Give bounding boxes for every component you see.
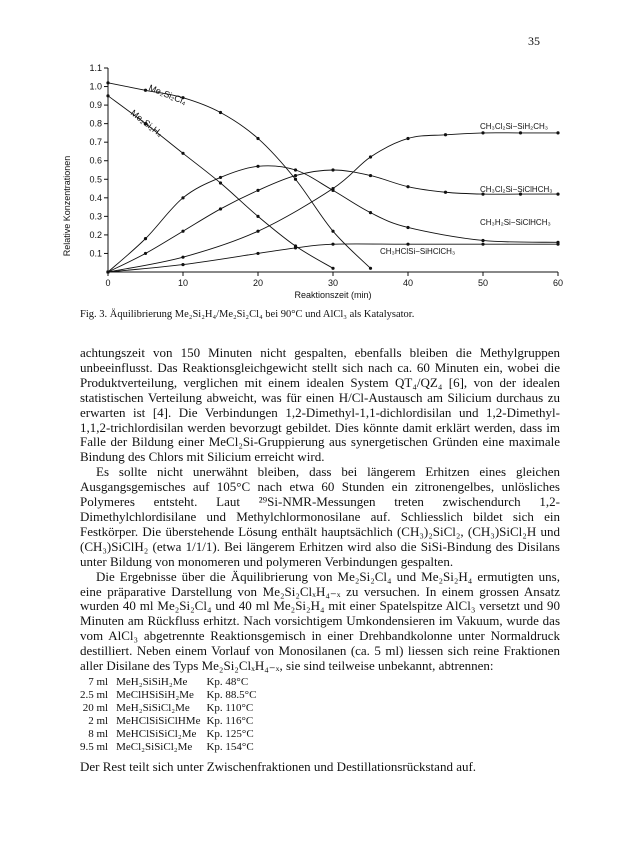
concentration-chart	[60, 58, 564, 306]
data-point	[406, 185, 409, 188]
x-tick-label: 60	[552, 278, 564, 288]
fraction-compound: MeH₂SiSiCl₂Me	[116, 701, 190, 714]
table-row	[80, 689, 262, 702]
fraction-bp: Kp. 125°C	[206, 727, 254, 740]
data-point	[444, 133, 447, 136]
data-point	[556, 131, 559, 134]
fraction-volume: 20 ml	[82, 701, 109, 714]
data-point	[294, 168, 297, 171]
y-tick-label: 0.6	[89, 155, 102, 166]
x-tick-label: 10	[177, 278, 189, 288]
table-row	[80, 728, 262, 741]
y-tick-label: 0.8	[89, 118, 102, 129]
data-point	[369, 211, 372, 214]
curve-label-ch3h2si-siclhch3: CH₃H₂Si−SiClHCH₃	[480, 218, 551, 227]
x-tick-label: 20	[252, 278, 264, 288]
fraction-bp: Kp. 48°C	[206, 675, 249, 688]
data-point	[331, 168, 334, 171]
fraction-compound: MeHClSiSiCl₂Me	[116, 727, 197, 740]
data-point	[294, 178, 297, 181]
x-tick-label: 50	[477, 278, 489, 288]
curve-label-ch3hclsi-sihclch3: CH₃HClSi−SiHClCH₃	[380, 247, 456, 256]
fraction-compound: MeH₂SiSiH₂Me	[116, 675, 188, 688]
fractions-table	[80, 676, 262, 754]
fraction-bp: Kp. 154°C	[206, 740, 254, 753]
data-point	[406, 226, 409, 229]
paragraph: Der Rest teilt sich unter Zwischenfraktionen und Destillationsrückstand auf.	[80, 758, 477, 774]
data-point	[369, 174, 372, 177]
data-point	[219, 111, 222, 114]
fraction-bp: Kp. 116°C	[206, 714, 254, 727]
y-tick-label: 0.2	[89, 229, 102, 240]
data-point	[331, 189, 334, 192]
y-tick-label: 0.5	[89, 174, 102, 185]
data-point	[481, 131, 484, 134]
data-point	[481, 239, 484, 242]
data-point	[444, 191, 447, 194]
fraction-volume: 7 ml	[88, 675, 109, 688]
data-point	[144, 252, 147, 255]
table-row	[80, 676, 262, 689]
chart-points	[106, 81, 559, 273]
x-axis-label: Reaktionszeit (min)	[294, 290, 372, 300]
x-tick-label: 0	[105, 278, 111, 288]
data-point	[181, 263, 184, 266]
fraction-volume: 2 ml	[88, 714, 109, 727]
data-point	[181, 152, 184, 155]
y-tick-label: 0.3	[89, 211, 102, 222]
curve-label-ch3cl2si-siclhch3: CH₃Cl₂Si−SiClHCH₃	[480, 185, 553, 194]
figure-caption: Fig. 3. Äquilibrierung Me₂Si₂H₄/Me₂Si₂Cl₄ bei 90°C und AlCl₃ als Katalysator.	[80, 309, 415, 320]
table-row	[80, 741, 262, 754]
data-point	[256, 189, 259, 192]
data-point	[256, 137, 259, 140]
y-tick-label: 0.4	[89, 192, 102, 203]
curve-label-me2si2h4: Me₂Si₂H₄	[128, 107, 165, 139]
fraction-volume: 9.5 ml	[80, 740, 109, 753]
data-point	[144, 237, 147, 240]
series-line	[108, 83, 371, 268]
series-line	[108, 133, 558, 272]
data-point	[556, 243, 559, 246]
data-point	[106, 94, 109, 97]
fraction-bp: Kp. 88.5°C	[206, 688, 257, 701]
data-point	[219, 181, 222, 184]
data-point	[294, 246, 297, 249]
y-tick-label: 0.7	[89, 137, 102, 148]
y-tick-label: 0.9	[89, 100, 102, 111]
data-point	[294, 174, 297, 177]
data-point	[256, 230, 259, 233]
fraction-volume: 2.5 ml	[80, 688, 109, 701]
fraction-compound: MeCl₂SiSiCl₂Me	[116, 740, 193, 753]
data-point	[556, 193, 559, 196]
x-tick-label: 30	[327, 278, 339, 288]
curve-label-me2si2cl4: Me₂Si₂Cl₄	[147, 82, 188, 107]
data-point	[519, 131, 522, 134]
body-text	[80, 346, 560, 775]
y-tick-label: 0.1	[89, 248, 102, 259]
data-point	[106, 81, 109, 84]
data-point	[481, 243, 484, 246]
fraction-compound: MeHClSiSiClHMe	[116, 714, 201, 727]
x-tick-label: 40	[402, 278, 414, 288]
data-point	[256, 165, 259, 168]
data-point	[406, 243, 409, 246]
paragraph: achtungszeit von 150 Minuten nicht gespalten, ebenfalls bleiben die Methylgruppen unbeeinflusst. Das Reaktionsgleichgewicht stellt sich nach ca. 60 Minuten ein, wobei die Produktverteilung, verglichen mit einem idealen System QT₄/QZ₄ [6], von der idealen statistischen Verteilung abweicht, was für einen H/Cl-Austausch am Silicium durchaus zu erwarten ist [4]. Die Verbindungen 1,2-Dimethyl-1,1-dichlordisilan und 1,2-Dimethyl-1,1,2-trichlordisilan werden bevorzugt gebildet. Dies könnte damit erklärt werden, dass im Falle der Bildung einer MeCl₂Si-Gruppierung aus synergetischen Gründen eine maximale Bindung des Chlors mit Silicium erreicht wird.	[80, 345, 560, 465]
data-point	[331, 230, 334, 233]
page-number: 35	[528, 34, 540, 48]
data-point	[406, 137, 409, 140]
y-tick-label: 1.1	[89, 63, 102, 73]
data-point	[256, 215, 259, 218]
data-point	[369, 267, 372, 270]
data-point	[256, 252, 259, 255]
paragraph: Es sollte nicht unerwähnt bleiben, dass bei längerem Erhitzen eines gleichen Ausgangsgemisches auf 105°C nach etwa 60 Stunden ein zitronengelbes, unlösliches Polymeres entsteht. Laut ²⁹Si-NMR-Messungen treten zwischendurch 1,2-Dimethylchlordisilane und Methylchlormonosilane auf. Schliesslich bildet sich ein Festkörper. Die überstehende Lösung enthält hauptsächlich (CH₃)₂SiCl₂, (CH₃)SiCl₂H und (CH₃)SiClH₂ (etwa 1/1/1). Bei längerem Erhitzen wird also die SiSi-Bindung des Disilans unter Bildung von monomeren und polymeren Verbindungen gespalten.	[80, 464, 560, 569]
fraction-compound: MeClHSiSiH₂Me	[116, 688, 194, 701]
data-point	[181, 230, 184, 233]
y-tick-label: 1.0	[89, 81, 102, 92]
fraction-volume: 8 ml	[88, 727, 109, 740]
data-point	[331, 267, 334, 270]
fraction-bp: Kp. 110°C	[206, 701, 254, 714]
y-axis-label: Relative Konzentrationen	[62, 155, 72, 257]
data-point	[181, 256, 184, 259]
paragraph: Die Ergebnisse über die Äquilibrierung von Me₂Si₂Cl₄ und Me₂Si₂H₄ ermutigten uns, eine präparative Darstellung von Me₂Si₂ClₓH₄₋ₓ zu versuchen. In einem grossen Ansatz wurden 40 ml Me₂Si₂Cl₄ und 40 ml Me₂Si₂H₄ mit einer Spatelspitze AlCl₃ versetzt und 90 Minuten am Rückfluss erhitzt. Nach vorsichtigem Umkondensieren im Vakuum, wurde das vom AlCl₃ abgetrennte Reaktionsgemisch in einer Drehbandkolonne unter Normaldruck destilliert. Neben einem Vorlauf von Monosilanen (ca. 5 ml) liessen sich reine Fraktionen aller Disilane des Typs Me₂Si₂ClₓH₄₋ₓ, sie sind teilweise unbekannt, abtrennen:	[80, 568, 560, 674]
data-point	[181, 196, 184, 199]
data-point	[331, 243, 334, 246]
table-row	[80, 702, 262, 715]
data-point	[369, 155, 372, 158]
data-point	[219, 207, 222, 210]
table-row	[80, 715, 262, 728]
data-point	[219, 176, 222, 179]
curve-label-ch3cl2si-sih2ch3: CH₃Cl₂Si−SiH₂CH₃	[480, 122, 549, 131]
